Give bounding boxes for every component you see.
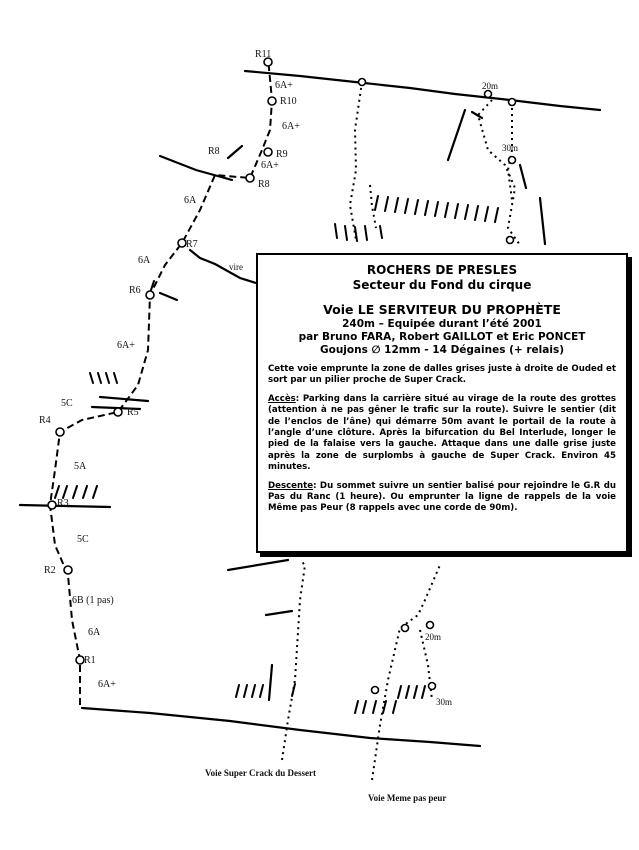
ledge-line (228, 560, 288, 570)
overhang-mark (90, 373, 117, 383)
overhang-mark (355, 701, 396, 713)
pitch-grade-1: 6A+ (98, 679, 116, 690)
anchor-circle (427, 622, 434, 629)
pitch-grade-8: 6A (138, 255, 151, 266)
cliff-top-line (245, 71, 600, 110)
pitch-grade-5: 5A (74, 461, 87, 472)
belay-label-r1: R1 (84, 655, 96, 666)
anchor-circle (485, 91, 492, 98)
access-heading: Accès (268, 393, 296, 404)
overhang-mark (236, 685, 263, 697)
belay-label-r4: R4 (39, 415, 51, 426)
belay-label-r7: R7 (186, 239, 198, 250)
belay-circle (268, 97, 276, 105)
belay-circle (76, 656, 84, 664)
ledge-line (100, 397, 148, 401)
route-info-box (256, 253, 628, 553)
rappel-length-4: 30m (436, 697, 453, 707)
belay-label-r8-top: R8 (208, 146, 220, 157)
belay-circle (178, 239, 186, 247)
overhang-mark (375, 196, 498, 222)
overhang-mark (398, 686, 425, 698)
belay-label-r5: R5 (127, 407, 139, 418)
route-line-serviteur (50, 58, 272, 705)
pitch-grade-6: 5C (61, 398, 73, 409)
ledge-line (269, 665, 272, 700)
anchor-circle (372, 687, 379, 694)
crag-title: ROCHERS DE PRESLES (366, 263, 518, 277)
access-paragraph (268, 394, 616, 474)
pitch-grade-11: 6A+ (261, 160, 279, 171)
anchor-circle (359, 79, 366, 86)
ledge-line (472, 112, 482, 118)
route-line-dotted (478, 100, 520, 245)
belay-circle (48, 501, 56, 509)
overhang-mark (55, 486, 97, 498)
route-authors: par Bruno FARA, Robert GAILLOT et Eric PONCET (298, 331, 586, 343)
anchor-circle (509, 99, 516, 106)
overhang-mark (335, 224, 382, 241)
descent-text: : Du sommet suivre un sentier balisé pour rejoindre le G.R du Pas du Ranc (1 heure). Ou emprunter la ligne de rappels de la voie Même pas Peur (8 rappels avec une corde de 90m). (268, 480, 616, 514)
route-intro: Cette voie emprunte la zone de dalles grises juste à droite de Ouded et sort par un pilier proche de Super Crack. (268, 364, 616, 386)
pitch-grade-3: 6B (1 pas) (72, 595, 114, 606)
belay-circle (264, 148, 272, 156)
sector-title: Secteur du Fond du cirque (352, 278, 532, 292)
ledge-line (448, 110, 465, 160)
route-title: Voie LE SERVITEUR DU PROPHÈTE (323, 302, 561, 317)
route-label-super-crack: Voie Super Crack du Dessert (205, 768, 317, 778)
pitch-grade-10: 6A+ (282, 121, 300, 132)
rappel-length-2: 30m (502, 143, 519, 153)
descent-heading: Descente (268, 480, 314, 491)
rappel-length-1: 20m (482, 81, 499, 91)
belay-label-r3: R3 (57, 498, 69, 509)
rappel-length-3: 20m (425, 632, 442, 642)
ledge-line (160, 293, 177, 300)
vire-ledge-line (190, 250, 256, 283)
ledge-line (520, 165, 526, 188)
ledge-line (266, 611, 292, 615)
pitch-grade-9: 6A (184, 195, 197, 206)
route-length-date: 240m – Equipée durant l’été 2001 (342, 318, 542, 330)
anchor-circle (429, 683, 436, 690)
vire-label: vire (229, 262, 243, 272)
pitch-grade-12: 6A+ (275, 80, 293, 91)
ledge-line (540, 198, 545, 244)
belay-circle (246, 174, 254, 182)
belay-label-r2: R2 (44, 565, 56, 576)
belay-label-r6: R6 (129, 285, 141, 296)
route-label-meme-pas-peur: Voie Meme pas peur (368, 793, 447, 803)
belay-label-r9: R9 (276, 149, 288, 160)
belay-circle (114, 408, 122, 416)
belay-label-r11: R11 (255, 49, 272, 60)
anchor-circle (507, 237, 514, 244)
anchor-circle (402, 625, 409, 632)
descent-paragraph (268, 481, 616, 515)
anchor-circle (509, 157, 516, 164)
pitch-grade-7: 6A+ (117, 340, 135, 351)
pitch-grade-2: 6A (88, 627, 101, 638)
access-text: : Parking dans la carrière situé au virage de la route des grottes (attention à ne pas gêner le trafic sur la route). Suivre le sentier (dit de l’enclos de l’âne) qui démarre 50m avant le portail de la route à l’angle d’une clôture. Après la bifurcation du Bel Interlude, longer le pied de la falaise vers la gauche. Attaque dans une dalle grise juste après la zone de surplombs à gauche de Super Crack. Environ 45 minutes. (268, 393, 616, 473)
route-line-dotted (350, 82, 362, 240)
belay-label-r10: R10 (280, 96, 297, 107)
cliff-base-line (82, 708, 480, 746)
belay-label-r8: R8 (258, 179, 270, 190)
belay-circle (64, 566, 72, 574)
belay-circle (146, 291, 154, 299)
belay-circle (56, 428, 64, 436)
pitch-grade-4: 5C (77, 534, 89, 545)
ledge-line (228, 146, 242, 158)
route-gear: Goujons ∅ 12mm - 14 Dégaines (+ relais) (319, 344, 564, 356)
